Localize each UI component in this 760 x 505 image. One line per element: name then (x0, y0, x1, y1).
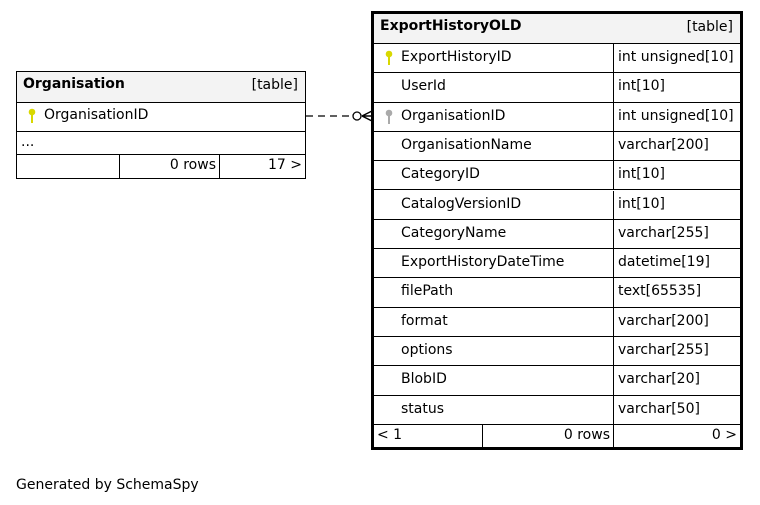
column-type-cell (613, 44, 740, 72)
column-type: varchar[200] (618, 312, 709, 329)
column-name: UserId (401, 78, 446, 95)
column-type: varchar[20] (618, 371, 700, 388)
footer-row-count: 0 rows (119, 155, 220, 178)
column-type: varchar[255] (618, 224, 709, 241)
column-row (374, 132, 740, 161)
column-type: datetime[19] (618, 254, 710, 271)
column-type-cell (613, 249, 740, 277)
column-name: BlobID (401, 371, 447, 388)
table-header (374, 14, 740, 44)
column-name: OrganisationID (401, 107, 506, 124)
table-name: ExportHistoryOLD (380, 18, 522, 34)
column-type: text[65535] (618, 283, 702, 300)
column-type: varchar[255] (618, 342, 709, 358)
column-row (374, 366, 740, 395)
table-kind: [table] (686, 19, 733, 35)
column-type: int unsigned[10] (618, 49, 734, 65)
column-row (374, 308, 740, 337)
column-type-cell (613, 337, 740, 365)
footer-children: 0 > (613, 425, 741, 447)
column-row (374, 249, 740, 278)
column-type: int unsigned[10] (618, 107, 734, 124)
table-name: Organisation (23, 76, 125, 92)
column-name: CategoryName (401, 224, 507, 241)
column-name: filePath (401, 283, 454, 300)
column-type: varchar[50] (618, 400, 700, 417)
column-row (374, 278, 740, 307)
generated-by-text: Generated by SchemaSpy (16, 477, 199, 493)
column-type: int[10] (618, 78, 665, 95)
column-row (374, 161, 740, 190)
footer-row-count: 0 rows (482, 425, 614, 447)
primary-key-icon (27, 108, 37, 128)
column-name: CategoryID (401, 166, 480, 183)
column-name: ExportHistoryDateTime (401, 254, 565, 271)
foreign-key-icon (384, 109, 394, 129)
column-row (374, 191, 740, 220)
column-type-cell (613, 308, 740, 336)
ellipsis-text: ... (21, 134, 35, 150)
footer-parents (17, 155, 119, 178)
table-kind: [table] (251, 77, 298, 93)
column-type-cell (613, 73, 740, 101)
zero-cardinality-marker (353, 112, 361, 120)
table-header (17, 72, 305, 103)
column-name: CatalogVersionID (401, 195, 522, 212)
column-name: OrganisationName (401, 136, 532, 153)
column-row (374, 73, 740, 102)
column-type: int[10] (618, 166, 665, 183)
column-name: status (401, 400, 445, 417)
column-type-cell (613, 191, 740, 219)
column-row (374, 220, 740, 249)
organisation-table[interactable] (16, 71, 306, 179)
column-type-cell (613, 132, 740, 160)
column-name: format (401, 312, 448, 329)
ellipsis-row (17, 132, 305, 155)
column-type-cell (613, 103, 740, 131)
column-row (374, 44, 740, 73)
primary-key-icon (384, 50, 394, 70)
table-footer (374, 425, 740, 447)
table-footer (17, 155, 305, 178)
footer-parents: < 1 (377, 427, 403, 443)
footer-children: 17 > (219, 155, 306, 178)
column-type-cell (613, 396, 740, 424)
column-type: int[10] (618, 195, 665, 212)
column-type-cell (613, 278, 740, 306)
column-type-cell (613, 220, 740, 248)
column-row (374, 337, 740, 366)
column-name: ExportHistoryID (401, 49, 512, 65)
export-history-old-table[interactable] (371, 11, 743, 450)
column-row (374, 103, 740, 132)
column-type-cell (613, 366, 740, 394)
column-type: varchar[200] (618, 136, 709, 153)
column-name: options (401, 342, 453, 358)
column-row (374, 396, 740, 425)
column-name: OrganisationID (44, 107, 149, 123)
column-row (17, 102, 305, 132)
column-type-cell (613, 161, 740, 189)
